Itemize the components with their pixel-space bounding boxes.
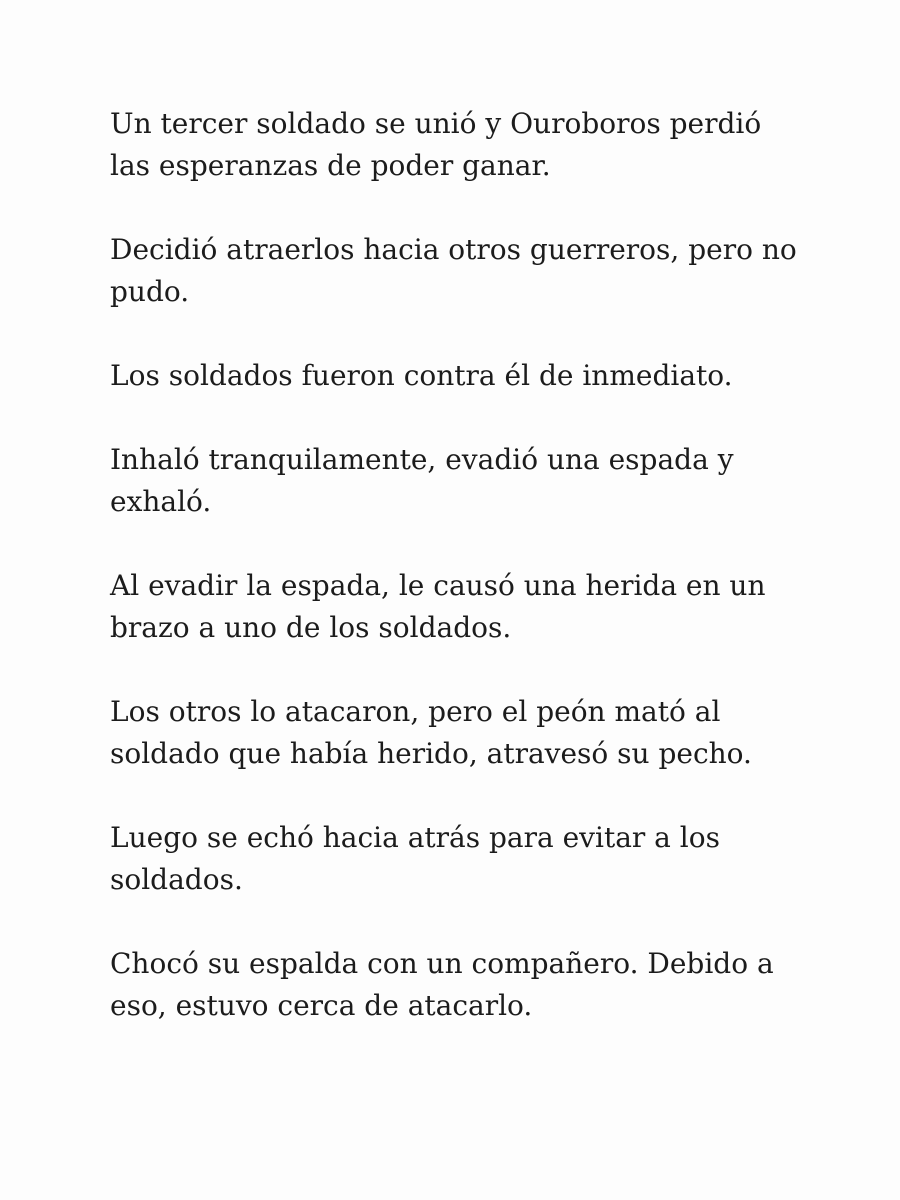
paragraph: Inhaló tranquilamente, evadió una espada y exhaló. — [110, 443, 734, 518]
document-body — [110, 103, 810, 1069]
paragraph: Un tercer soldado se unió y Ouroboros perdió las esperanzas de poder ganar. — [110, 107, 762, 182]
paragraph: Los soldados fueron contra él de inmediato. — [110, 359, 733, 392]
paragraph: Chocó su espalda con un compañero. Debido a eso, estuvo cerca de atacarlo. — [110, 947, 774, 1022]
paragraph: Al evadir la espada, le causó una herida en un brazo a uno de los soldados. — [110, 569, 766, 644]
paragraph: Los otros lo atacaron, pero el peón mató al soldado que había herido, atravesó su pecho. — [110, 695, 752, 770]
paragraph: Luego se echó hacia atrás para evitar a los soldados. — [110, 821, 720, 896]
paragraph: Decidió atraerlos hacia otros guerreros, pero no pudo. — [110, 233, 797, 308]
